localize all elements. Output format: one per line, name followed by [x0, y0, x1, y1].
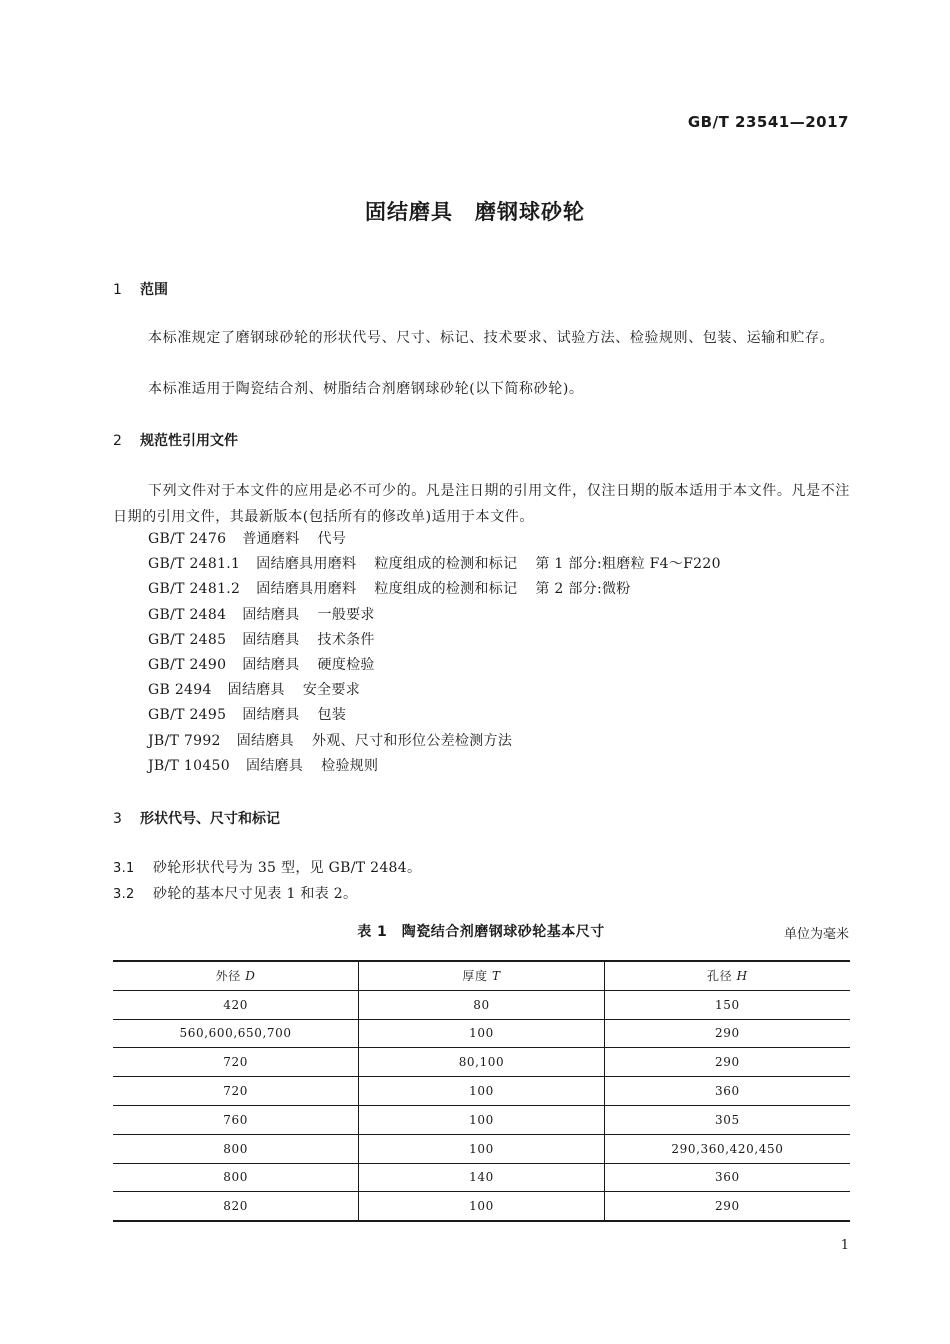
section-2-heading [113, 430, 238, 450]
section-1-heading [113, 279, 168, 299]
reference-item [148, 628, 721, 653]
cell-thickness: 80 [359, 990, 605, 1019]
reference-title: 固结磨具 [236, 732, 294, 749]
table-header-row [113, 961, 850, 990]
reference-code: GB/T 2481.2 [148, 581, 241, 598]
reference-list [148, 527, 721, 779]
cell-thickness: 100 [359, 1019, 605, 1048]
table-row [113, 1105, 850, 1134]
table-row [113, 1077, 850, 1106]
reference-item [148, 703, 721, 728]
reference-item [148, 603, 721, 628]
reference-code: GB/T 2495 [148, 707, 227, 724]
reference-code: JB/T 10450 [148, 757, 230, 774]
scope-paragraph-1: 本标准规定了磨钢球砂轮的形状代号、尺寸、标记、技术要求、试验方法、检验规则、包装、运输和贮存。 [148, 330, 835, 346]
table-row [113, 1019, 850, 1048]
section-number: 1 [113, 282, 122, 298]
reference-title: 固结磨具用磨料 [256, 581, 357, 598]
section-3-heading [113, 808, 280, 828]
cell-hole-diameter: 290 [604, 1192, 850, 1221]
cell-hole-diameter: 360 [604, 1163, 850, 1192]
reference-subtitle: 一般要求 [317, 606, 375, 623]
reference-title: 固结磨具 [242, 707, 300, 724]
header-thickness: 厚度 T [359, 961, 605, 990]
reference-subtitle: 包装 [317, 707, 347, 724]
table-row [113, 1163, 850, 1192]
table-row [113, 1192, 850, 1221]
reference-item [148, 577, 721, 602]
reference-subtitle: 硬度检验 [317, 656, 375, 673]
reference-title: 固结磨具 [242, 606, 300, 623]
standard-code: GB/T 23541—2017 [687, 113, 849, 131]
scope-paragraph-2: 本标准适用于陶瓷结合剂、树脂结合剂磨钢球砂轮(以下简称砂轮)。 [148, 381, 584, 397]
table-unit-note: 单位为毫米 [783, 927, 849, 942]
clause-number: 3.1 [113, 861, 135, 876]
reference-code: GB/T 2484 [148, 606, 227, 623]
table-row [113, 1048, 850, 1077]
reference-title: 固结磨具 [242, 631, 300, 648]
cell-thickness: 140 [359, 1163, 605, 1192]
cell-thickness: 100 [359, 1134, 605, 1163]
cell-hole-diameter: 305 [604, 1105, 850, 1134]
header-outer-diameter: 外径 D [113, 961, 359, 990]
reference-subtitle: 检验规则 [321, 757, 379, 774]
cell-thickness: 80,100 [359, 1048, 605, 1077]
page-number: 1 [840, 1238, 849, 1253]
reference-code: GB 2494 [148, 682, 212, 699]
section-title: 范围 [140, 282, 168, 298]
section-title: 形状代号、尺寸和标记 [140, 811, 280, 827]
symbol-d: D [245, 969, 256, 984]
reference-part: 第 1 部分:粗磨粒 F4～F220 [535, 556, 721, 573]
section-number: 2 [113, 433, 122, 449]
reference-item [148, 552, 721, 577]
cell-outer-diameter: 760 [113, 1105, 359, 1134]
reference-title: 普通磨料 [242, 531, 300, 547]
reference-part: 第 2 部分:微粉 [535, 581, 631, 598]
reference-subtitle: 代号 [317, 531, 347, 547]
section-title: 规范性引用文件 [140, 433, 238, 449]
cell-outer-diameter: 820 [113, 1192, 359, 1221]
reference-code: GB/T 2481.1 [148, 556, 241, 573]
symbol-h: H [736, 969, 748, 984]
clause-3-1 [113, 857, 421, 877]
reference-code: GB/T 2485 [148, 631, 227, 648]
cell-outer-diameter: 420 [113, 990, 359, 1019]
reference-code: GB/T 2476 [148, 531, 227, 547]
reference-item [148, 754, 721, 779]
reference-item [148, 729, 721, 754]
reference-item [148, 653, 721, 678]
cell-outer-diameter: 560,600,650,700 [113, 1019, 359, 1048]
reference-title: 固结磨具用磨料 [256, 556, 357, 573]
cell-hole-diameter: 290 [604, 1019, 850, 1048]
reference-subtitle: 粒度组成的检测和标记 [374, 581, 518, 598]
cell-hole-diameter: 360 [604, 1077, 850, 1106]
clause-text: 砂轮的基本尺寸见表 1 和表 2。 [153, 886, 358, 902]
table-caption: 表 1 陶瓷结合剂磨钢球砂轮基本尺寸 [357, 924, 605, 940]
reference-item [148, 678, 721, 703]
reference-subtitle: 技术条件 [317, 631, 375, 648]
header-hole-diameter: 孔径 H [604, 961, 850, 990]
clause-3-2 [113, 883, 357, 903]
reference-code: GB/T 2490 [148, 656, 227, 673]
reference-code: JB/T 7992 [148, 732, 221, 749]
reference-subtitle: 安全要求 [302, 682, 361, 699]
table-row [113, 1134, 850, 1163]
reference-title: 固结磨具 [227, 682, 285, 699]
references-intro: 下列文件对于本文件的应用是必不可少的。凡是注日期的引用文件，仅注日期的版本适用于本文件。凡是不注日期的引用文件，其最新版本(包括所有的修改单)适用于本文件。 [113, 483, 850, 525]
cell-outer-diameter: 800 [113, 1134, 359, 1163]
cell-thickness: 100 [359, 1105, 605, 1134]
reference-title: 固结磨具 [245, 757, 304, 774]
cell-hole-diameter: 290 [604, 1048, 850, 1077]
clause-number: 3.2 [113, 887, 135, 902]
cell-hole-diameter: 290,360,420,450 [604, 1134, 850, 1163]
cell-outer-diameter: 800 [113, 1163, 359, 1192]
symbol-t: T [491, 969, 501, 984]
reference-subtitle: 外观、尺寸和形位公差检测方法 [311, 732, 513, 749]
cell-thickness: 100 [359, 1077, 605, 1106]
cell-outer-diameter: 720 [113, 1048, 359, 1077]
cell-hole-diameter: 150 [604, 990, 850, 1019]
reference-item [148, 527, 721, 552]
document-title: 固结磨具 磨钢球砂轮 [365, 200, 585, 224]
reference-subtitle: 粒度组成的检测和标记 [374, 556, 518, 573]
section-number: 3 [113, 811, 122, 827]
reference-title: 固结磨具 [242, 656, 300, 673]
cell-thickness: 100 [359, 1192, 605, 1221]
cell-outer-diameter: 720 [113, 1077, 359, 1106]
dimensions-table [113, 960, 850, 1222]
clause-text: 砂轮形状代号为 35 型，见 GB/T 2484。 [153, 860, 422, 876]
table-row [113, 990, 850, 1019]
